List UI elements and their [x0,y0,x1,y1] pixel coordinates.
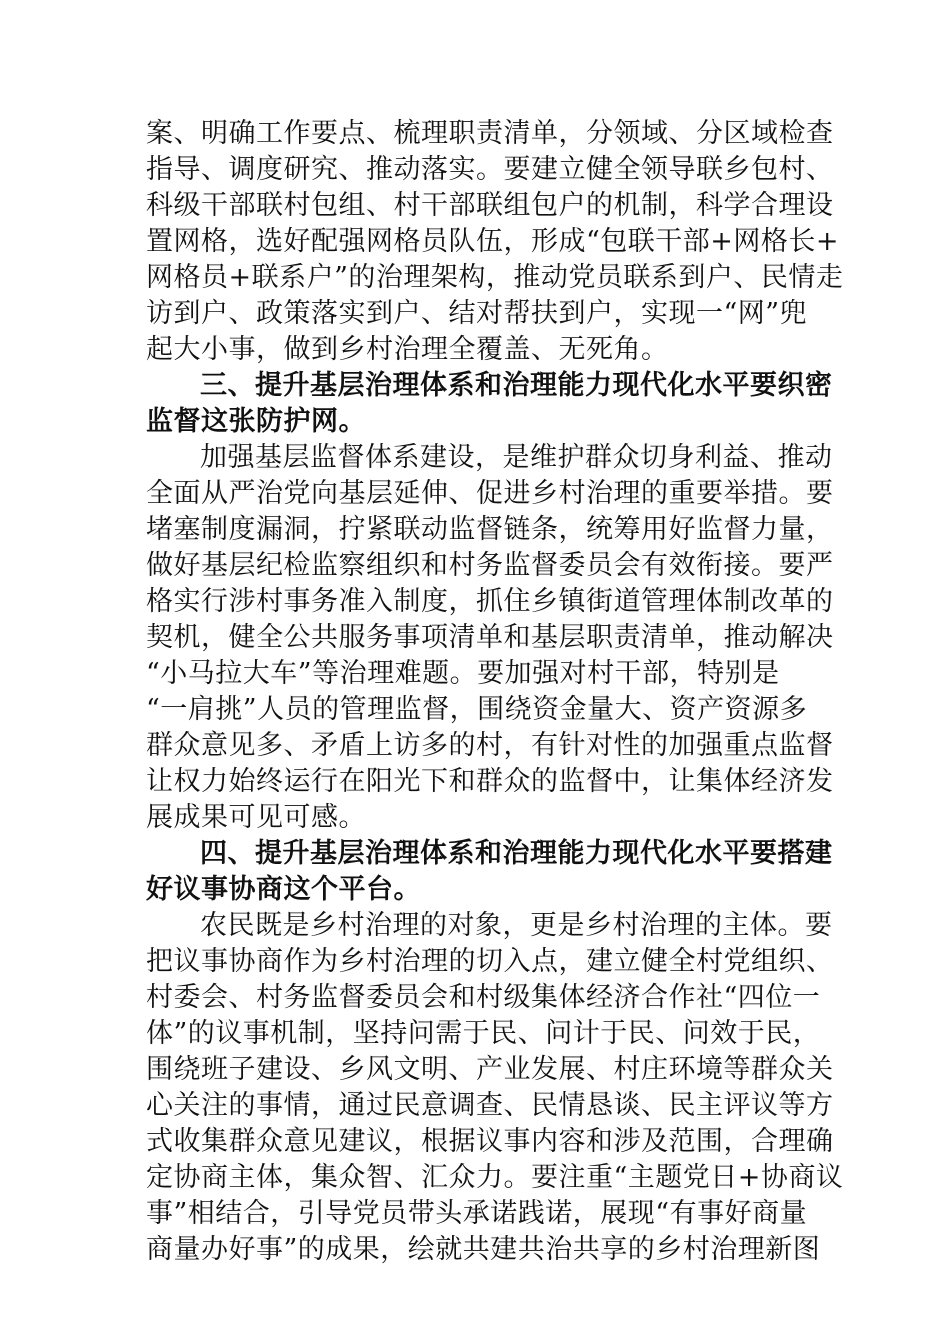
paragraph-line: 加强基层监督体系建设，是维护群众切身利益、推动 [200,442,833,473]
paragraph-line: 群众意见多、矛盾上访多的村，有针对性的加强重点监督 [146,730,834,761]
paragraph-line: 定协商主体，集众智、汇众力。要注重“主题党日+协商议 [146,1162,844,1193]
paragraph-line: 格实行涉村事务准入制度，抓住乡镇街道管理体制改革的 [146,586,834,617]
paragraph-line: 商量办好事”的成果，绘就共建共治共享的乡村治理新图 [146,1234,821,1265]
paragraph-line: 科级干部联村包组、村干部联组包户的机制，科学合理设 [146,190,834,221]
paragraph-line: 让权力始终运行在阳光下和群众的监督中，让集体经济发 [146,766,834,797]
paragraph-line: 访到户、政策落实到户、结对帮扶到户，实现一“网”兜 [146,298,808,329]
section-heading-line: 四、提升基层治理体系和治理能力现代化水平要搭建 [200,838,833,869]
paragraph-line: 做好基层纪检监察组织和村务监督委员会有效衔接。要严 [146,550,834,581]
paragraph-line: “一肩挑”人员的管理监督，围绕资金量大、资产资源多 [146,694,808,725]
paragraph-line: 置网格，选好配强网格员队伍，形成“包联干部+网格长+ [146,226,840,257]
paragraph-line: 堵塞制度漏洞，拧紧联动监督链条，统筹用好监督力量， [146,514,834,545]
paragraph-line: 体”的议事机制，坚持问需于民、问计于民、问效于民， [146,1018,821,1049]
paragraph-line: 围绕班子建设、乡风文明、产业发展、村庄环境等群众关 [146,1054,834,1085]
paragraph-line: 网格员+联系户”的治理架构，推动党员联系到户、民情走 [146,262,844,293]
paragraph-line: 村委会、村务监督委员会和村级集体经济合作社“四位一 [146,982,821,1013]
paragraph-line: 把议事协商作为乡村治理的切入点，建立健全村党组织、 [146,946,834,977]
paragraph-line: 式收集群众意见建议，根据议事内容和涉及范围，合理确 [146,1126,834,1157]
section-heading-line: 好议事协商这个平台。 [146,874,421,905]
paragraph-line: 起大小事，做到乡村治理全覆盖、无死角。 [146,334,669,365]
paragraph-line: “小马拉大车”等治理难题。要加强对村干部，特别是 [146,658,780,689]
paragraph-line: 事”相结合，引导党员带头承诺践诺，展现“有事好商量 [146,1198,808,1229]
paragraph-line: 心关注的事情，通过民意调查、民情恳谈、民主评议等方 [146,1090,834,1121]
section-heading-line: 三、提升基层治理体系和治理能力现代化水平要织密 [200,370,833,401]
paragraph-line: 指导、调度研究、推动落实。要建立健全领导联乡包村、 [146,154,834,185]
paragraph-line: 展成果可见可感。 [146,802,366,833]
paragraph-line: 案、明确工作要点、梳理职责清单，分领域、分区域检查 [146,118,834,149]
paragraph-line: 农民既是乡村治理的对象，更是乡村治理的主体。要 [200,910,833,941]
paragraph-line: 全面从严治党向基层延伸、促进乡村治理的重要举措。要 [146,478,834,509]
paragraph-line: 契机，健全公共服务事项清单和基层职责清单，推动解决 [146,622,834,653]
section-heading-line: 监督这张防护网。 [146,406,366,437]
